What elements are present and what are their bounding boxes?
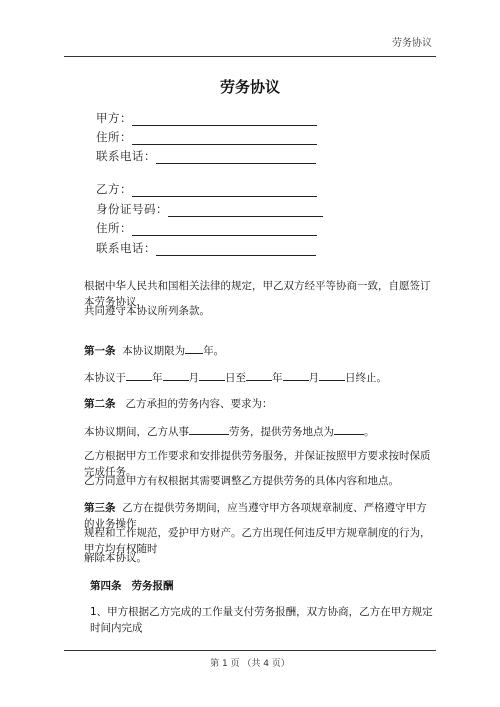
party-a-phone-label: 联系电话： bbox=[96, 149, 156, 163]
party-b-name-field bbox=[96, 181, 317, 197]
party-b-phone-field bbox=[96, 240, 316, 256]
article-2-work bbox=[84, 423, 436, 440]
article-3-line-3: 解除本协议。 bbox=[84, 552, 147, 564]
work-content-blank bbox=[189, 423, 229, 435]
end-year-label: 年 bbox=[272, 372, 283, 384]
article-2-line-2: 乙方根据甲方工作要求和安排提供劳务服务，并保证按照甲方要求按时保质完成任务。 bbox=[84, 450, 431, 478]
party-a-name-line bbox=[132, 113, 317, 126]
party-b-phone-line bbox=[156, 243, 316, 256]
article-4-subtitle: 劳务报酬 bbox=[131, 580, 174, 592]
end-month-blank bbox=[283, 369, 309, 381]
article-3-line-2: 规程和工作规范，爱护甲方财产。乙方出现任何违反甲方规章制度的行为，甲方均有权随时 bbox=[84, 527, 431, 555]
article-1-period bbox=[84, 369, 436, 386]
party-a-phone-field bbox=[96, 148, 316, 164]
start-day-blank bbox=[199, 369, 225, 381]
party-a-address-label: 住所： bbox=[96, 130, 132, 144]
work-post: 。 bbox=[364, 426, 375, 438]
end-month-label: 月 bbox=[308, 372, 319, 384]
start-day-label: 日至 bbox=[225, 372, 246, 384]
article-1-term bbox=[84, 342, 436, 359]
end-year-blank bbox=[246, 369, 272, 381]
party-a-name-label: 甲方： bbox=[96, 111, 132, 125]
party-b-name-line bbox=[132, 184, 317, 197]
article-3-text-1: 乙方在提供劳务期间，应当遵守甲方各项规章制度、严格遵守甲方的业务操作 bbox=[84, 502, 427, 530]
intro-line-1: 根据中华人民共和国相关法律的规定，甲乙双方经平等协商一致，自愿签订本劳务协议， bbox=[84, 280, 431, 308]
party-a-address-line bbox=[132, 132, 317, 145]
start-year-blank bbox=[126, 369, 152, 381]
party-a-phone-line bbox=[156, 151, 316, 164]
header-divider bbox=[64, 56, 436, 57]
article-4-title bbox=[90, 578, 442, 594]
article-2-heading: 第二条 bbox=[84, 398, 116, 410]
end-day-blank bbox=[319, 369, 345, 381]
article-3-heading: 第三条 bbox=[84, 502, 116, 514]
header-label: 劳务协议 bbox=[392, 38, 432, 49]
start-year-label: 年 bbox=[152, 372, 163, 384]
party-b-phone-label: 联系电话： bbox=[96, 241, 156, 255]
article-4-heading: 第四条 bbox=[90, 580, 122, 592]
party-b-address-line bbox=[132, 223, 317, 236]
period-pre: 本协议于 bbox=[84, 372, 126, 384]
article-1-text-pre: 本协议期限为 bbox=[122, 345, 186, 357]
page-title: 劳务协议 bbox=[219, 78, 280, 96]
article-4-line-1: 1、甲方根据乙方完成的工作量支付劳务报酬，双方协商，乙方在甲方规定时间内完成 bbox=[90, 606, 433, 634]
party-b-address-label: 住所： bbox=[96, 221, 132, 235]
party-a-address-field bbox=[96, 129, 317, 145]
party-a-name-field bbox=[96, 110, 317, 126]
footer-divider bbox=[64, 650, 436, 651]
article-1-text-post: 年。 bbox=[203, 345, 225, 357]
start-month-blank bbox=[163, 369, 189, 381]
party-b-id-line bbox=[168, 204, 323, 217]
work-mid: 劳务，提供劳务地点为 bbox=[229, 426, 334, 438]
party-b-id-label: 身份证号码： bbox=[96, 202, 168, 216]
term-years-blank bbox=[185, 342, 203, 354]
page-footer: 第 1 页 （共 4 页） bbox=[210, 659, 290, 669]
article-2-text: 乙方承担的劳务内容、要求为： bbox=[125, 398, 273, 410]
article-2-line-3: 乙方同意甲方有权根据其需要调整乙方提供劳务的具体内容和地点。 bbox=[84, 475, 399, 487]
party-b-address-field bbox=[96, 220, 317, 236]
work-pre: 本协议期间，乙方从事 bbox=[84, 426, 189, 438]
intro-line-2: 共同遵守本协议所列条款。 bbox=[84, 305, 210, 317]
work-location-blank bbox=[334, 423, 364, 435]
party-b-name-label: 乙方： bbox=[96, 182, 132, 196]
article-1-heading: 第一条 bbox=[84, 345, 116, 357]
party-b-id-field bbox=[96, 201, 323, 217]
start-month-label: 月 bbox=[188, 372, 199, 384]
article-2-title bbox=[84, 396, 436, 412]
end-day-label: 日终止。 bbox=[345, 372, 387, 384]
